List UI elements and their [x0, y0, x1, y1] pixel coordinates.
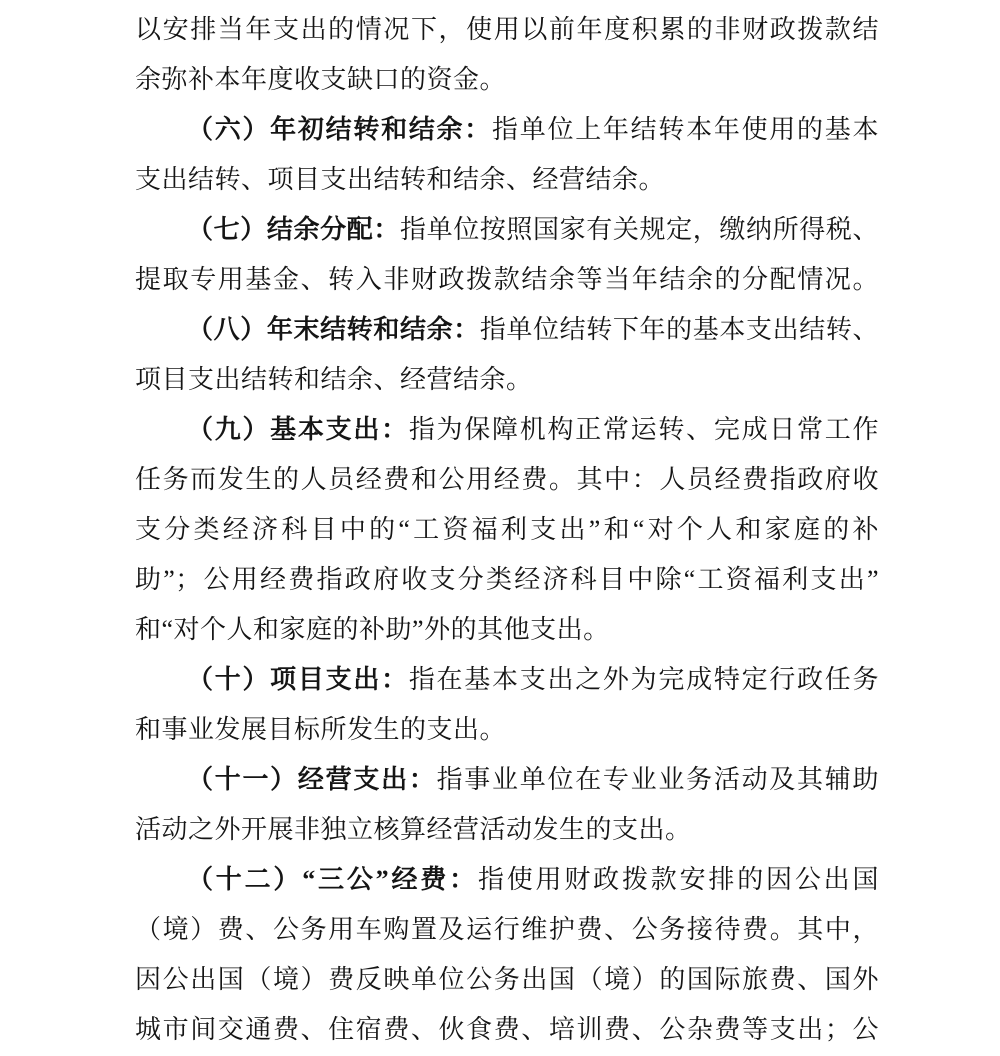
term-heading: （十二）“三公”经费：	[187, 865, 478, 894]
text-segment: 任务而发生的人员经费和公用经费。其中：人员经费指政府收	[135, 465, 879, 494]
text-segment: 支出结转、项目支出结转和结余、经营结余。	[135, 165, 666, 194]
text-line	[135, 305, 879, 355]
text-segment: 指为保障机构正常运转、完成日常工作	[408, 415, 879, 444]
text-line	[135, 105, 879, 155]
text-line	[135, 605, 879, 655]
text-line	[135, 355, 879, 405]
text-line	[135, 505, 879, 555]
text-segment: 支分类经济科目中的“工资福利支出”和“对个人和家庭的补	[135, 515, 879, 544]
text-segment: 以安排当年支出的情况下，使用以前年度积累的非财政拨款结	[135, 15, 879, 44]
text-line	[135, 855, 879, 905]
text-segment: 指在基本支出之外为完成特定行政任务	[408, 665, 879, 694]
text-segment: 指事业单位在专业业务活动及其辅助	[436, 765, 879, 794]
text-line	[135, 555, 879, 605]
text-segment: 和事业发展目标所发生的支出。	[135, 715, 507, 744]
text-line	[135, 655, 879, 705]
document-text-block	[135, 5, 879, 1055]
text-line	[135, 205, 879, 255]
term-heading: （六）年初结转和结余：	[187, 115, 493, 144]
text-segment: 活动之外开展非独立核算经营活动发生的支出。	[135, 815, 692, 844]
text-line	[135, 955, 879, 1005]
text-line	[135, 55, 879, 105]
term-heading: （十）项目支出：	[187, 665, 409, 694]
text-segment: 和“对个人和家庭的补助”外的其他支出。	[135, 615, 610, 644]
text-segment: 指单位上年结转本年使用的基本	[492, 115, 879, 144]
text-segment: 项目支出结转和结余、经营结余。	[135, 365, 533, 394]
text-segment: （境）费、公务用车购置及运行维护费、公务接待费。其中，	[135, 915, 879, 944]
text-segment: 指单位按照国家有关规定，缴纳所得税、	[399, 215, 879, 244]
text-line	[135, 805, 879, 855]
text-segment: 余弥补本年度收支缺口的资金。	[135, 65, 507, 94]
text-line	[135, 405, 879, 455]
term-heading: （九）基本支出：	[187, 415, 409, 444]
text-line	[135, 705, 879, 755]
term-heading: （八）年末结转和结余：	[187, 315, 480, 344]
text-line	[135, 1005, 879, 1055]
text-segment: 因公出国（境）费反映单位公务出国（境）的国际旅费、国外	[135, 965, 879, 994]
text-line	[135, 455, 879, 505]
term-heading: （七）结余分配：	[187, 215, 400, 244]
term-heading: （十一）经营支出：	[187, 765, 437, 794]
text-line	[135, 905, 879, 955]
text-segment: 提取专用基金、转入非财政拨款结余等当年结余的分配情况。	[135, 265, 879, 294]
text-segment: 助”；公用经费指政府收支分类经济科目中除“工资福利支出”	[135, 565, 879, 594]
text-segment: 指单位结转下年的基本支出结转、	[479, 315, 879, 344]
text-line	[135, 755, 879, 805]
text-line	[135, 155, 879, 205]
text-segment: 指使用财政拨款安排的因公出国	[477, 865, 879, 894]
text-line	[135, 5, 879, 55]
text-segment: 城市间交通费、住宿费、伙食费、培训费、公杂费等支出；公	[135, 1015, 879, 1044]
text-line	[135, 255, 879, 305]
